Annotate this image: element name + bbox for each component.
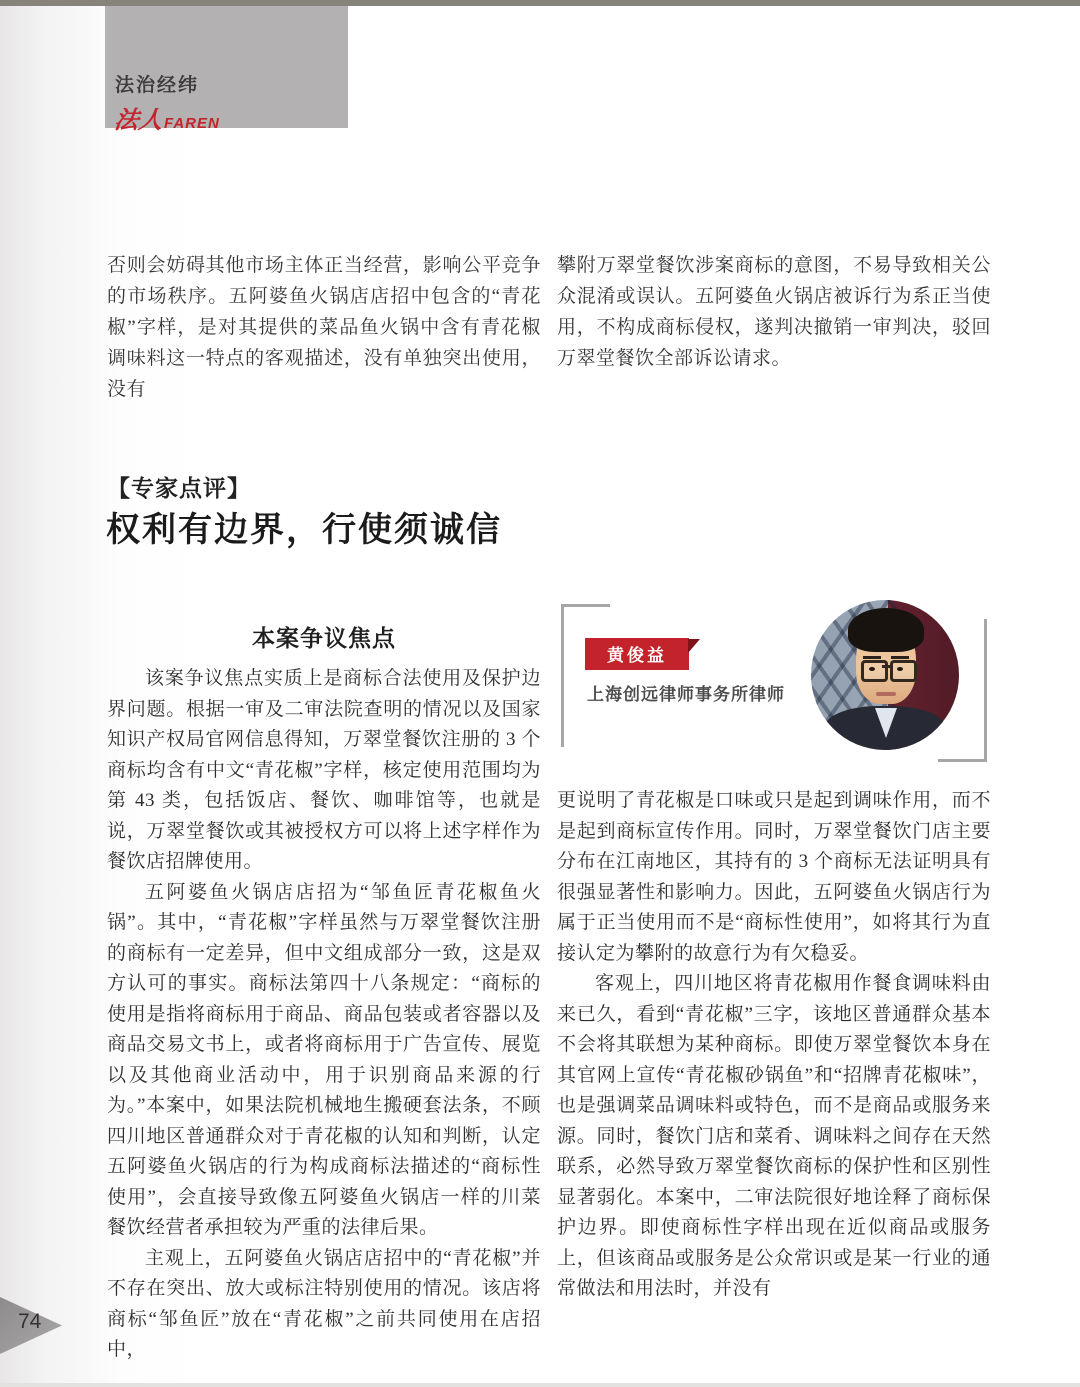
masthead — [105, 6, 348, 134]
lead-left-column — [107, 250, 541, 405]
portrait-eyebrow — [863, 656, 881, 659]
expert-portrait-avatar — [811, 600, 959, 750]
portrait-mouth — [876, 692, 896, 696]
glasses-icon — [890, 660, 917, 682]
portrait-hair — [848, 608, 924, 652]
corner-bracket-top-left-icon — [561, 604, 610, 747]
commentary-title: 权利有边界，行使须诚信 — [106, 511, 502, 549]
page-number: 74 — [18, 1310, 42, 1333]
expert-affiliation: 上海创远律师事务所律师 — [587, 685, 785, 704]
faren-logo — [112, 100, 220, 135]
commentary-paragraph: 更说明了青花椒是口味或只是起到调味作用，而不是起到商标宣传作用。同时，万翠堂餐饮门店主要分布在江南地区，其持有的 3 个商标无法证明具有很强显著性和影响力。因此，五阿婆鱼火锅店行为属于正当使用而不是“商标性使用”，如将其行为直接认定为攀附的故意行为有欠稳妥。 — [557, 790, 991, 964]
logo-en-text: FAREN — [164, 115, 220, 132]
lead-right-column — [557, 250, 991, 374]
scan-bottom-edge — [0, 1383, 1080, 1387]
logo-cn-text: 法人 — [112, 107, 165, 134]
expert-card — [557, 596, 991, 766]
commentary-paragraph: 客观上，四川地区将青花椒用作餐食调味料由来已久，看到“青花椒”三字，该地区普通群众基本不会将其联想为某种商标。即使万翠堂餐饮本身在其官网上宣传“青花椒砂锅鱼”和“招牌青花椒味”，也是强调菜品调味料或特色，而不是商品或服务来源。同时，餐饮门店和菜肴、调味料之间存在天然联系，必然导致万翠堂餐饮商标的保护性和区别性显著弱化。本案中，二审法院很好地诠释了商标保护边界。即使商标性字样出现在近似商品或服务上，但该商品或服务是公众常识或是某一行业的通常做法和用法时，并没有 — [557, 973, 991, 1299]
portrait-eye — [869, 667, 875, 671]
lead-left-paragraph: 否则会妨碍其他市场主体正当经营，影响公平竞争的市场秩序。五阿婆鱼火锅店店招中包含的“青花椒”字样，是对其提供的菜品鱼火锅中含有青花椒调味料这一特点的客观描述，没有单独突出使用，没有 — [107, 255, 541, 400]
commentary-right-column — [557, 786, 991, 1305]
expert-name-badge: 黄俊益 — [585, 638, 689, 670]
lead-right-paragraph: 攀附万翠堂餐饮涉案商标的意图，不易导致相关公众混淆或误认。五阿婆鱼火锅店被诉行为系正当使用，不构成商标侵权，遂判决撤销一审判决，驳回万翠堂餐饮全部诉讼请求。 — [557, 255, 991, 369]
commentary-paragraph: 五阿婆鱼火锅店店招为“邹鱼匠青花椒鱼火锅”。其中，“青花椒”字样虽然与万翠堂餐饮注册的商标有一定差异，但中文组成部分一致，这是双方认可的事实。商标法第四十八条规定：“商标的使用是指将商标用于商品、商品包装或者容器以及商品交易文书上，或者将商标用于广告宣传、展览以及其他商业活动中，用于识别商品来源的行为。”本案中，如果法院机械地生搬硬套法条，不顾四川地区普通群众对于青花椒的认知和判断，认定五阿婆鱼火锅店的行为构成商标法描述的“商标性使用”，会直接导致像五阿婆鱼火锅店一样的川菜餐饮经营者承担较为严重的法律后果。 — [107, 881, 541, 1238]
commentary-left-column — [107, 664, 541, 1366]
glasses-bridge — [882, 665, 890, 668]
commentary-paragraph: 该案争议焦点实质上是商标合法使用及保护边界问题。根据一审及二审法院查明的情况以及国家知识产权局官网信息得知，万翠堂餐饮注册的 3 个商标均含有中文“青花椒”字样，核定使用范围均为第 43 类，包括饭店、餐饮、咖啡馆等，也就是说，万翠堂餐饮或其被授权方可以将上述字样作为餐饮店招牌使用。 — [107, 668, 541, 872]
dispute-focus-subheading: 本案争议焦点 — [252, 626, 396, 651]
portrait-eyebrow — [891, 656, 909, 659]
section-title: 法治经纬 — [115, 75, 200, 96]
commentary-paragraph: 主观上，五阿婆鱼火锅店店招中的“青花椒”并不存在突出、放大或标注特别使用的情况。该店将商标“邹鱼匠”放在“青花椒”之前共同使用在店招中， — [107, 1247, 541, 1360]
glasses-icon — [861, 660, 888, 682]
expert-comment-kicker: 【专家点评】 — [107, 476, 251, 501]
portrait-eye — [897, 667, 903, 671]
